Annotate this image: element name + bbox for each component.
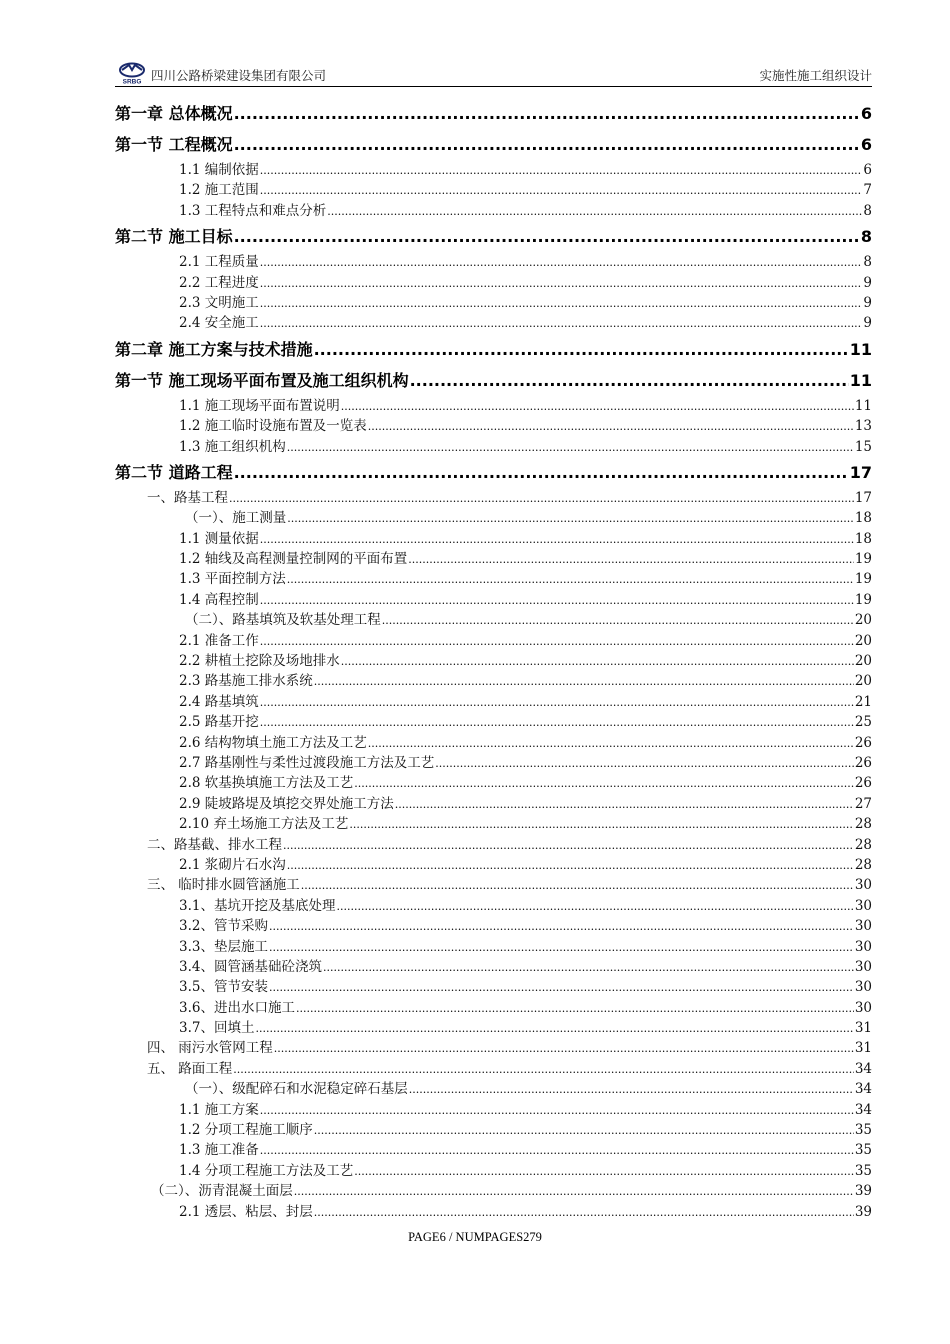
toc-entry[interactable]	[115, 916, 872, 936]
toc-entry[interactable]	[115, 1018, 872, 1038]
toc-leader-dots	[234, 129, 860, 160]
toc-leader-dots	[336, 897, 853, 916]
toc-leader-dots	[368, 417, 854, 436]
logo-text: SRBG	[122, 78, 142, 86]
toc-leader-dots	[260, 1141, 854, 1160]
toc-entry-title: 1.3 平面控制方法	[179, 571, 286, 588]
toc-leader-dots	[229, 489, 854, 508]
toc-entry-title: 1.4 分项工程施工方法及工艺	[179, 1162, 354, 1179]
toc-page-number: 28	[854, 836, 872, 853]
table-of-contents	[115, 98, 872, 1222]
toc-entry-title: 2.8 软基换填施工方法及工艺	[179, 775, 354, 792]
toc-entry[interactable]	[115, 293, 872, 313]
toc-entry[interactable]	[115, 855, 872, 875]
toc-page-number: 27	[854, 795, 872, 812]
toc-leader-dots	[341, 397, 854, 416]
toc-leader-dots	[354, 1162, 854, 1181]
toc-heading[interactable]	[115, 334, 872, 365]
document-title: 实施性施工组织设计	[759, 68, 872, 83]
toc-page-number: 30	[854, 958, 872, 975]
toc-page-number: 6	[860, 135, 872, 154]
toc-entry-title: 3.5、管节安装	[179, 979, 268, 996]
toc-entry-title: 2.5 路基开挖	[179, 714, 259, 731]
toc-leader-dots	[260, 274, 863, 293]
toc-leader-dots	[368, 734, 854, 753]
toc-leader-dots	[382, 611, 854, 630]
toc-entry-title: 1.1 测量依据	[179, 530, 259, 547]
toc-page-number: 19	[854, 591, 872, 608]
toc-entry-title: 2.4 安全施工	[179, 315, 259, 332]
toc-entry[interactable]	[115, 794, 872, 814]
toc-page-number: 6	[863, 162, 872, 178]
toc-page-number: 30	[854, 897, 872, 914]
toc-heading[interactable]	[115, 98, 872, 129]
toc-entry[interactable]	[115, 569, 872, 589]
toc-leader-dots	[234, 98, 860, 129]
toc-leader-dots	[327, 202, 862, 221]
toc-page-number: 39	[854, 1183, 872, 1200]
company-name: 四川公路桥梁建设集团有限公司	[151, 68, 327, 83]
toc-leader-dots	[294, 1182, 854, 1201]
toc-entry-title: 1.2 轴线及高程测量控制网的平面布置	[179, 551, 408, 568]
toc-entry[interactable]	[115, 651, 872, 671]
toc-leader-dots	[255, 1019, 853, 1038]
toc-entry[interactable]	[115, 313, 872, 333]
toc-leader-dots	[269, 917, 854, 936]
toc-entry[interactable]	[115, 733, 872, 753]
toc-entry-title: 第二章 施工方案与技术措施	[115, 339, 313, 359]
toc-page-number: 17	[854, 489, 872, 506]
toc-leader-dots	[314, 672, 854, 691]
toc-entry-title: 1.1 编制依据	[179, 162, 259, 178]
toc-leader-dots	[287, 509, 854, 528]
toc-entry-title: 2.6 结构物填土施工方法及工艺	[179, 734, 367, 751]
page-footer: PAGE6 / NUMPAGES279	[408, 1230, 542, 1244]
toc-page-number: 30	[854, 999, 872, 1016]
toc-entry[interactable]	[115, 252, 872, 272]
toc-leader-dots	[435, 754, 854, 773]
toc-page-number: 11	[849, 339, 872, 359]
toc-leader-dots	[349, 815, 853, 834]
toc-leader-dots	[287, 438, 854, 457]
toc-page-number: 8	[860, 227, 872, 247]
toc-entry-title: 第一节 施工现场平面布置及施工组织机构	[115, 370, 409, 390]
toc-page-number: 19	[854, 551, 872, 568]
toc-entry-title: 2.9 陡坡路堤及填挖交界处施工方法	[179, 795, 394, 812]
toc-entry[interactable]	[115, 631, 872, 651]
toc-entry[interactable]	[115, 201, 872, 221]
toc-entry-title: 3.2、管节采购	[179, 918, 268, 935]
toc-leader-dots	[260, 161, 863, 180]
toc-leader-dots	[260, 693, 854, 712]
toc-entry[interactable]	[115, 692, 872, 712]
toc-page-number: 35	[854, 1162, 872, 1179]
toc-entry[interactable]	[115, 396, 872, 416]
toc-entry-title: 1.3 施工准备	[179, 1142, 259, 1159]
toc-leader-dots	[234, 221, 860, 252]
toc-entry-title: 2.1 透层、粘层、封层	[179, 1203, 313, 1220]
toc-entry[interactable]	[115, 610, 872, 630]
toc-leader-dots	[314, 334, 849, 365]
toc-leader-dots	[409, 1080, 854, 1099]
toc-entry-title: 三、 临时排水圆管涵施工	[147, 877, 300, 894]
toc-leader-dots	[410, 365, 849, 396]
toc-entry-title: 2.1 浆砌片石水沟	[179, 856, 286, 873]
toc-page-number: 20	[854, 612, 872, 629]
toc-entry-title: （一）、施工测量	[185, 510, 287, 527]
toc-entry-title: （二）、沥青混凝土面层	[151, 1183, 293, 1200]
toc-page-number: 11	[854, 397, 872, 414]
toc-entry[interactable]	[115, 416, 872, 436]
toc-page-number: 34	[854, 1101, 872, 1118]
toc-entry[interactable]	[115, 1140, 872, 1160]
toc-entry[interactable]	[115, 875, 872, 895]
toc-entry-title: 1.2 分项工程施工顺序	[179, 1122, 313, 1139]
toc-page-number: 9	[863, 274, 872, 291]
toc-heading[interactable]	[115, 221, 872, 252]
toc-page-number: 30	[854, 938, 872, 955]
toc-entry-title: 1.3 施工组织机构	[179, 438, 286, 455]
toc-page-number: 35	[854, 1142, 872, 1159]
toc-entry-title: 五、 路面工程	[147, 1060, 233, 1077]
toc-entry[interactable]	[115, 160, 872, 180]
toc-entry-title: 1.2 施工范围	[179, 182, 259, 199]
toc-entry[interactable]	[115, 180, 872, 200]
toc-page-number: 18	[854, 510, 872, 527]
toc-entry-title: 1.1 施工方案	[179, 1101, 259, 1118]
toc-leader-dots	[260, 181, 863, 200]
toc-entry-title: 3.1、基坑开挖及基底处理	[179, 897, 336, 914]
toc-entry-title: 第一节 工程概况	[115, 135, 233, 154]
toc-entry[interactable]	[115, 937, 872, 957]
toc-leader-dots	[283, 836, 854, 855]
toc-page-number: 7	[863, 182, 872, 199]
toc-entry[interactable]	[115, 957, 872, 977]
toc-page-number: 19	[854, 571, 872, 588]
toc-entry[interactable]	[115, 590, 872, 610]
toc-entry-title: 2.10 弃土场施工方法及工艺	[179, 816, 349, 833]
toc-page-number: 20	[854, 673, 872, 690]
toc-entry-title: 一、路基工程	[147, 489, 228, 506]
toc-entry[interactable]	[115, 437, 872, 457]
toc-entry-title: 2.2 耕植土挖除及场地排水	[179, 653, 340, 670]
toc-leader-dots	[395, 795, 854, 814]
toc-page-number: 18	[854, 530, 872, 547]
toc-page-number: 20	[854, 632, 872, 649]
toc-page-number: 26	[854, 754, 872, 771]
toc-leader-dots	[269, 938, 854, 957]
toc-entry[interactable]	[115, 508, 872, 528]
toc-page-number: 8	[863, 254, 872, 271]
toc-page-number: 28	[854, 856, 872, 873]
toc-leader-dots	[260, 253, 863, 272]
company-logo	[117, 62, 147, 86]
toc-entry[interactable]	[115, 896, 872, 916]
toc-page-number: 21	[854, 693, 872, 710]
toc-leader-dots	[260, 713, 854, 732]
toc-entry[interactable]	[115, 773, 872, 793]
toc-page-number: 30	[854, 918, 872, 935]
toc-entry-title: 2.1 工程质量	[179, 254, 259, 271]
toc-leader-dots	[260, 314, 863, 333]
toc-entry-title: 1.1 施工现场平面布置说明	[179, 397, 340, 414]
toc-entry-title: 2.3 路基施工排水系统	[179, 673, 313, 690]
toc-entry-title: 1.4 高程控制	[179, 591, 259, 608]
toc-entry[interactable]	[115, 1181, 872, 1201]
toc-page-number: 39	[854, 1203, 872, 1220]
toc-entry[interactable]	[115, 529, 872, 549]
toc-heading[interactable]	[115, 457, 872, 488]
toc-leader-dots	[323, 958, 854, 977]
toc-page-number: 13	[854, 418, 872, 435]
toc-page-number: 35	[854, 1122, 872, 1139]
toc-entry[interactable]	[115, 1079, 872, 1099]
page-header	[115, 62, 872, 87]
toc-page-number: 11	[849, 370, 872, 390]
toc-page-number: 26	[854, 734, 872, 751]
toc-page-number: 15	[854, 438, 872, 455]
toc-leader-dots	[314, 1203, 854, 1222]
toc-heading[interactable]	[115, 129, 872, 160]
toc-leader-dots	[287, 856, 854, 875]
toc-entry-title: 2.7 路基刚性与柔性过渡段施工方法及工艺	[179, 754, 435, 771]
toc-entry[interactable]	[115, 1120, 872, 1140]
toc-entry-title: 四、 雨污水管网工程	[147, 1040, 273, 1057]
toc-entry-title: 1.3 工程特点和难点分析	[179, 202, 327, 219]
toc-entry[interactable]	[115, 1059, 872, 1079]
toc-entry-title: 3.6、进出水口施工	[179, 999, 295, 1016]
toc-entry-title: 2.1 准备工作	[179, 632, 259, 649]
toc-leader-dots	[314, 1121, 854, 1140]
toc-entry-title: 3.7、回填土	[179, 1020, 255, 1037]
toc-entry[interactable]	[115, 488, 872, 508]
toc-leader-dots	[341, 652, 854, 671]
toc-leader-dots	[260, 1101, 854, 1120]
toc-page-number: 31	[854, 1020, 872, 1037]
toc-entry-title: 3.3、垫层施工	[179, 938, 268, 955]
toc-leader-dots	[269, 978, 854, 997]
toc-entry[interactable]	[115, 998, 872, 1018]
toc-entry[interactable]	[115, 671, 872, 691]
toc-leader-dots	[301, 876, 854, 895]
toc-page-number: 17	[849, 462, 872, 482]
toc-page-number: 28	[854, 816, 872, 833]
toc-page-number: 9	[863, 294, 872, 311]
toc-entry[interactable]	[115, 712, 872, 732]
toc-entry-title: 2.4 路基填筑	[179, 693, 259, 710]
toc-entry-title: （一）、级配碎石和水泥稳定碎石基层	[185, 1081, 408, 1098]
toc-entry[interactable]	[115, 1202, 872, 1222]
toc-entry-title: 3.4、圆管涵基础砼浇筑	[179, 958, 322, 975]
toc-page-number: 34	[854, 1060, 872, 1077]
toc-leader-dots	[234, 457, 849, 488]
toc-page-number: 31	[854, 1040, 872, 1057]
toc-page-number: 9	[863, 315, 872, 332]
toc-entry-title: 2.2 工程进度	[179, 274, 259, 291]
toc-entry[interactable]	[115, 814, 872, 834]
toc-page-number: 34	[854, 1081, 872, 1098]
toc-leader-dots	[260, 591, 854, 610]
toc-leader-dots	[354, 774, 854, 793]
toc-entry[interactable]	[115, 1038, 872, 1058]
toc-entry[interactable]	[115, 273, 872, 293]
toc-leader-dots	[260, 530, 854, 549]
toc-leader-dots	[287, 570, 854, 589]
toc-entry-title: 2.3 文明施工	[179, 294, 259, 311]
toc-page-number: 6	[860, 104, 872, 123]
toc-entry-title: 第一章 总体概况	[115, 104, 233, 123]
toc-entry-title: 第二节 道路工程	[115, 462, 233, 482]
toc-entry[interactable]	[115, 1161, 872, 1181]
toc-page-number: 20	[854, 653, 872, 670]
toc-entry-title: 1.2 施工临时设施布置及一览表	[179, 418, 367, 435]
toc-entry-title: 二、路基截、排水工程	[147, 836, 282, 853]
toc-entry[interactable]	[115, 753, 872, 773]
toc-entry-title: （二）、路基填筑及软基处理工程	[185, 612, 381, 629]
toc-leader-dots	[274, 1039, 854, 1058]
toc-page-number: 26	[854, 775, 872, 792]
toc-entry-title: 第二节 施工目标	[115, 227, 233, 247]
toc-entry[interactable]	[115, 549, 872, 569]
toc-entry[interactable]	[115, 1100, 872, 1120]
toc-entry[interactable]	[115, 835, 872, 855]
toc-page-number: 8	[863, 202, 872, 219]
toc-leader-dots	[296, 999, 854, 1018]
toc-page-number: 30	[854, 877, 872, 894]
toc-heading[interactable]	[115, 365, 872, 396]
toc-entry[interactable]	[115, 977, 872, 997]
toc-leader-dots	[260, 632, 854, 651]
toc-leader-dots	[260, 294, 863, 313]
toc-leader-dots	[408, 550, 854, 569]
toc-page-number: 25	[854, 714, 872, 731]
toc-leader-dots	[233, 1060, 854, 1079]
toc-page-number: 30	[854, 979, 872, 996]
